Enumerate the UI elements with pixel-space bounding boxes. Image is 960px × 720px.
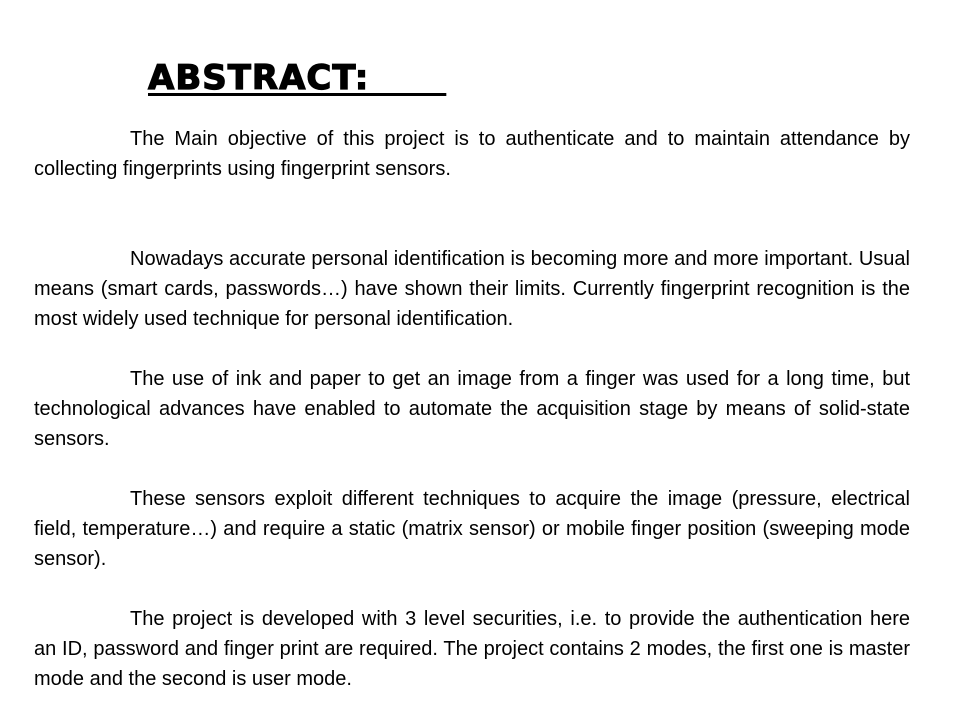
paragraph-objective: The Main objective of this project is to authenticate and to maintain attendance by collecting fingerprints using fingerprint sensors. (34, 128, 910, 180)
abstract-body (34, 124, 910, 694)
paragraph-security-levels: The project is developed with 3 level securities, i.e. to provide the authentication here an ID, password and finger print are required. The project contains 2 modes, the first one is master mode and the second is user mode. (34, 608, 910, 690)
abstract-heading: ABSTRACT: (148, 58, 447, 98)
paragraph-sensor-techniques: These sensors exploit different techniques to acquire the image (pressure, electrical field, temperature…) and require a static (matrix sensor) or mobile finger position (sweeping mode sensor). (34, 488, 910, 570)
paragraph-ink-and-paper: The use of ink and paper to get an image from a finger was used for a long time, but technological advances have enabled to automate the acquisition stage by means of solid-state sensors. (34, 368, 910, 450)
paragraph-identification: Nowadays accurate personal identification is becoming more and more important. Usual means (smart cards, passwords…) have shown their limits. Currently fingerprint recognition is the most widely used technique for personal identification. (34, 248, 910, 330)
